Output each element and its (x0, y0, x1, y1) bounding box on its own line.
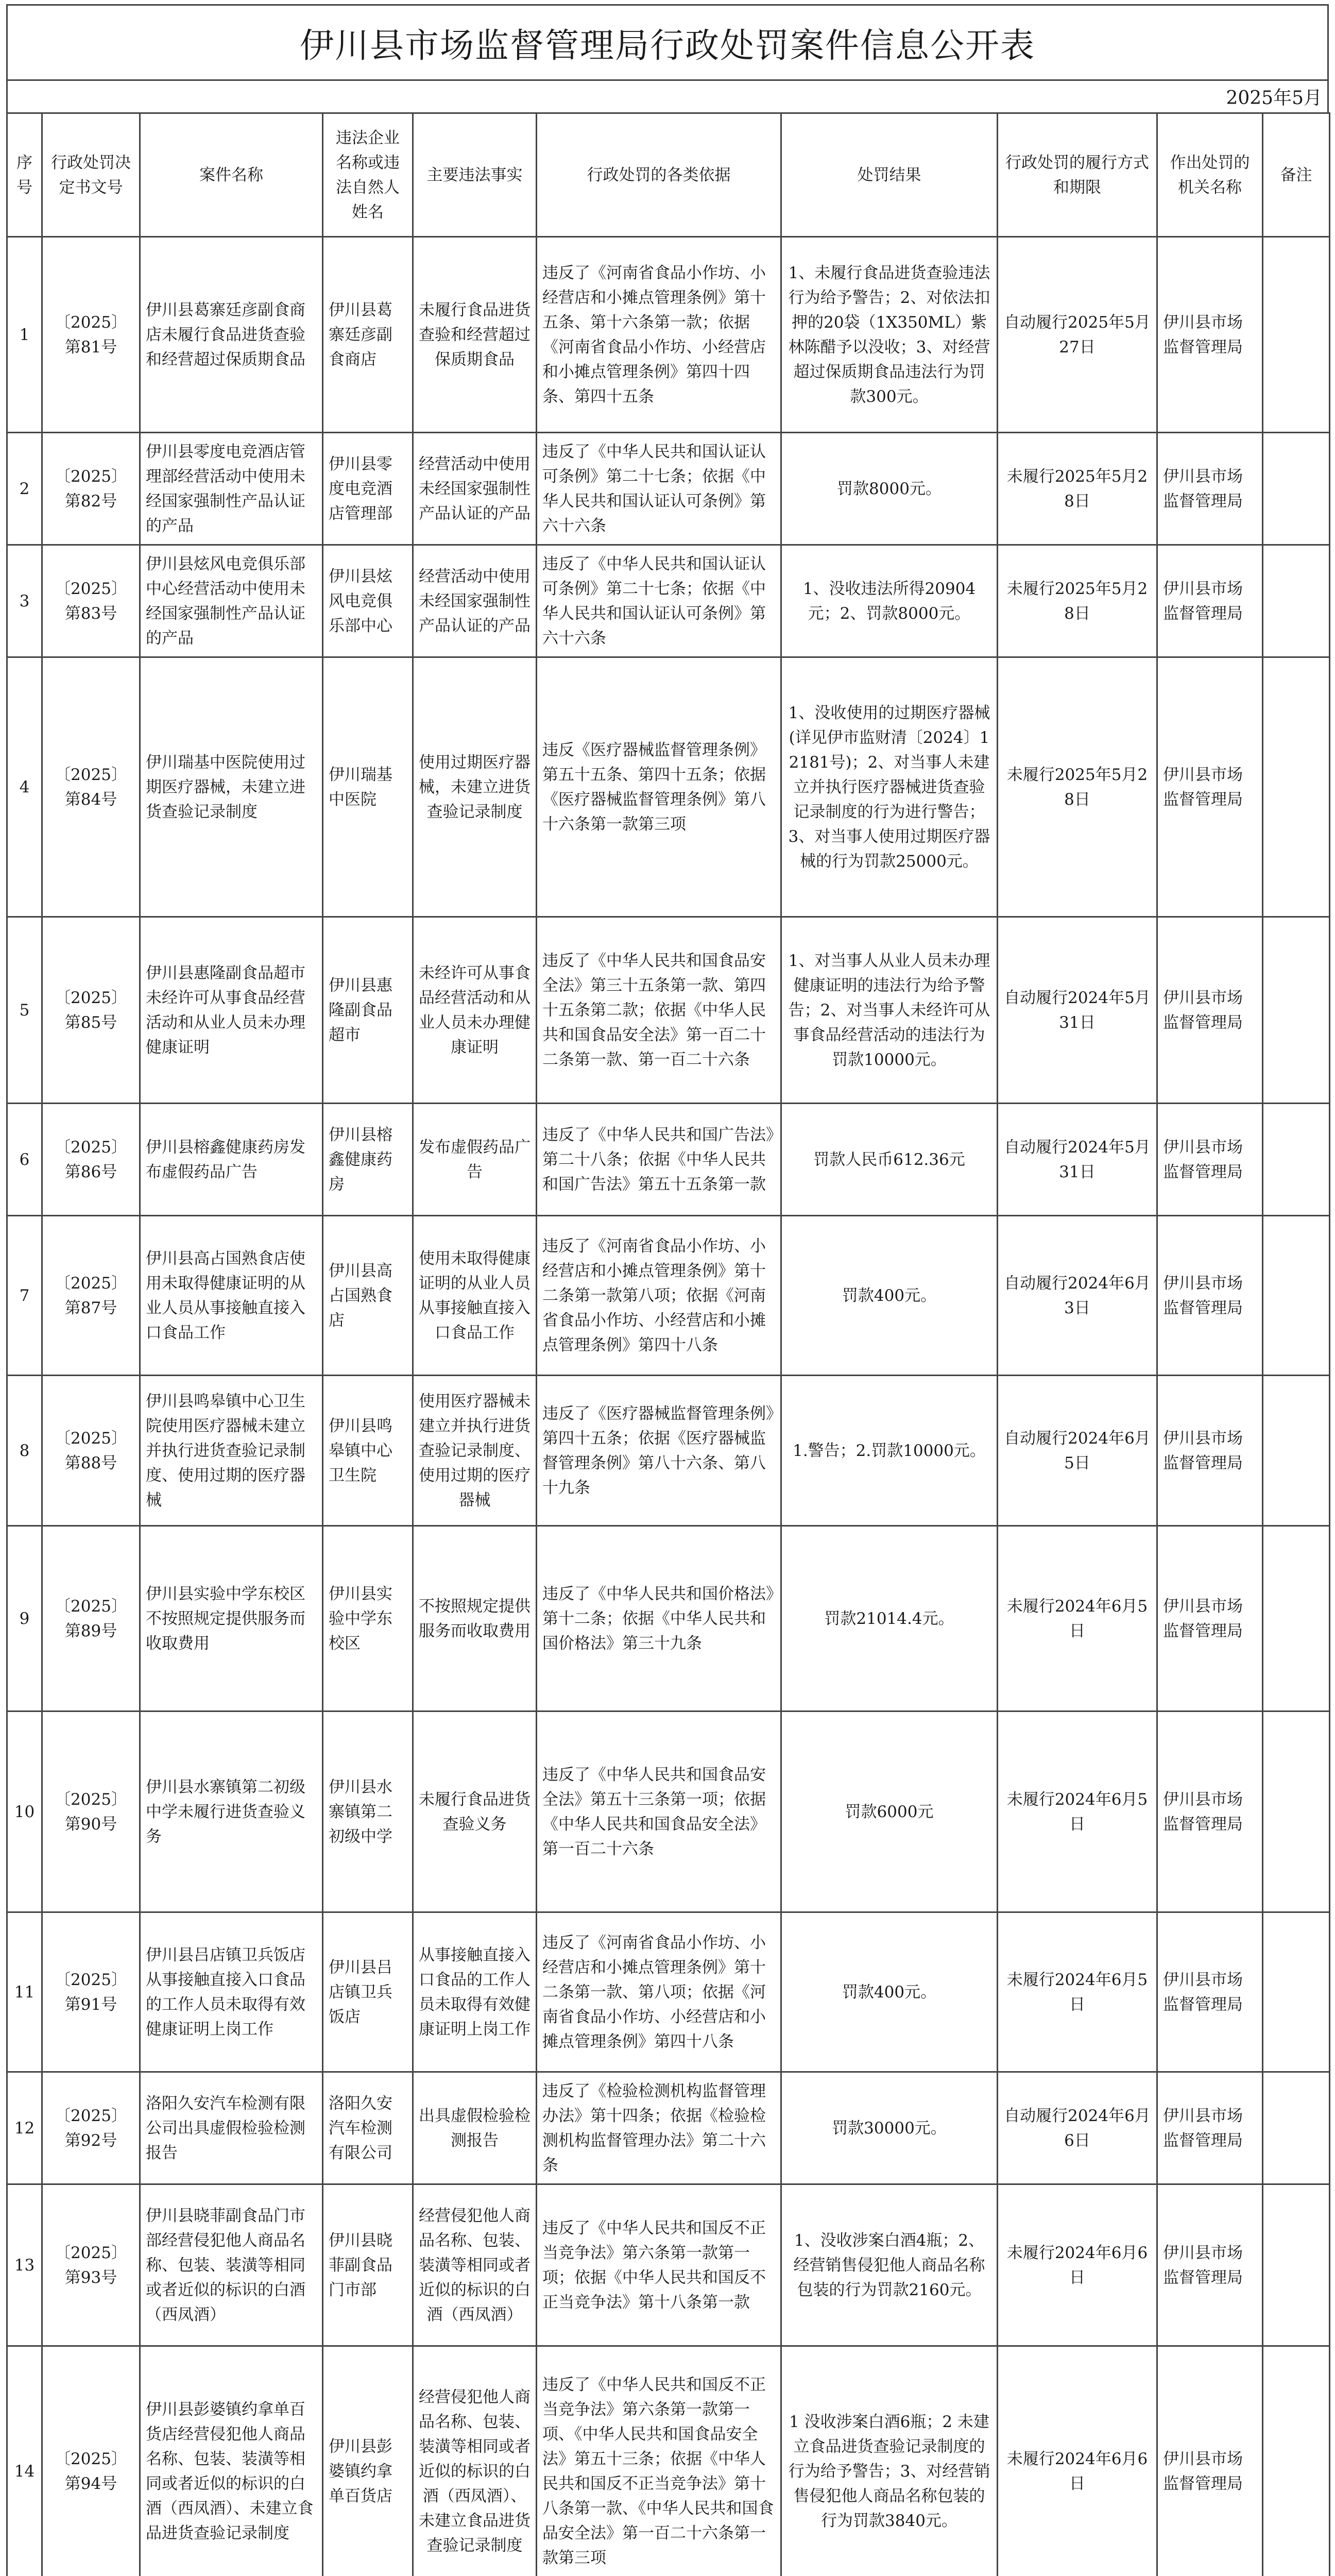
cell-performance: 未履行2024年6月6日 (998, 2346, 1157, 2576)
table-row (7, 2346, 1330, 2576)
cell-case-name: 伊川县实验中学东校区不按照规定提供服务而收取费用 (140, 1526, 323, 1711)
cell-basis: 违反了《检验检测机构监督管理办法》第十四条；依据《检验检测机构监督管理办法》第二十六条 (537, 2072, 781, 2184)
cell-no: 12 (7, 2072, 42, 2184)
cell-agency: 伊川县市场监督管理局 (1157, 657, 1263, 917)
table-row (7, 1104, 1330, 1216)
cell-result: 罚款21014.4元。 (781, 1526, 998, 1711)
cell-facts: 使用医疗器械未建立并执行进货查验记录制度、使用过期的医疗器械 (413, 1376, 537, 1526)
header-facts: 主要违法事实 (413, 113, 537, 237)
cell-no: 3 (7, 545, 42, 657)
cell-basis: 违反了《河南省食品小作坊、小经营店和小摊点管理条例》第十五条、第十六条第一款；依据《河南省食品小作坊、小经营店和小摊点管理条例》第四十四条、第四十五条 (537, 237, 781, 433)
cell-result: 1、没收使用的过期医疗器械(详见伊市监财清〔2024〕12181号)；2、对当事人未建立并执行医疗器械进货查验记录制度的行为进行警告；3、对当事人使用过期医疗器械的行为罚款25000元。 (781, 657, 998, 917)
cell-remark (1263, 1912, 1330, 2072)
penalty-table (6, 112, 1330, 2576)
cell-remark (1263, 1104, 1330, 1216)
cell-case-name: 伊川县葛寨廷彦副食商店未履行食品进货查验和经营超过保质期食品 (140, 237, 323, 433)
cell-party: 伊川县榕鑫健康药房 (323, 1104, 413, 1216)
cell-doc-number: 〔2025〕第85号 (42, 917, 140, 1104)
cell-basis: 违反了《中华人民共和国价格法》第十二条；依据《中华人民共和国价格法》第三十九条 (537, 1526, 781, 1711)
cell-party: 伊川县晓菲副食品门市部 (323, 2184, 413, 2346)
cell-agency: 伊川县市场监督管理局 (1157, 1912, 1263, 2072)
cell-facts: 不按照规定提供服务而收取费用 (413, 1526, 537, 1711)
table-row (7, 237, 1330, 433)
cell-basis: 违反了《河南省食品小作坊、小经营店和小摊点管理条例》第十二条第一款、第八项；依据《河南省食品小作坊、小经营店和小摊点管理条例》第四十八条 (537, 1912, 781, 2072)
cell-agency: 伊川县市场监督管理局 (1157, 2072, 1263, 2184)
cell-remark (1263, 237, 1330, 433)
cell-result: 1 没收涉案白酒6瓶；2 未建立食品进货查验记录制度的行为给予警告；3、对经营销售侵犯他人商品名称包装的行为罚款3840元。 (781, 2346, 998, 2576)
cell-party: 伊川县彭婆镇约拿单百货店 (323, 2346, 413, 2576)
cell-facts: 出具虚假检验检测报告 (413, 2072, 537, 2184)
cell-case-name: 伊川瑞基中医院使用过期医疗器械，未建立进货查验记录制度 (140, 657, 323, 917)
cell-result: 1、没收违法所得20904元；2、罚款8000元。 (781, 545, 998, 657)
cell-agency: 伊川县市场监督管理局 (1157, 2184, 1263, 2346)
cell-doc-number: 〔2025〕第89号 (42, 1526, 140, 1711)
header-remark: 备注 (1263, 113, 1330, 237)
cell-doc-number: 〔2025〕第81号 (42, 237, 140, 433)
cell-remark (1263, 917, 1330, 1104)
cell-doc-number: 〔2025〕第87号 (42, 1216, 140, 1376)
table-row (7, 1216, 1330, 1376)
cell-party: 伊川瑞基中医院 (323, 657, 413, 917)
header-result: 处罚结果 (781, 113, 998, 237)
cell-performance: 自动履行2024年6月3日 (998, 1216, 1157, 1376)
cell-basis: 违反了《中华人民共和国反不正当竞争法》第六条第一款第一项、《中华人民共和国食品安全法》第五十三条；依据《中华人民共和国反不正当竞争法》第十八条第一款、《中华人民共和国食品安全法》第一百二十六条第一款第三项 (537, 2346, 781, 2576)
cell-remark (1263, 2346, 1330, 2576)
header-performance: 行政处罚的履行方式和期限 (998, 113, 1157, 237)
cell-agency: 伊川县市场监督管理局 (1157, 1526, 1263, 1711)
cell-basis: 违反了《中华人民共和国认证认可条例》第二十七条；依据《中华人民共和国认证认可条例》第六十六条 (537, 433, 781, 545)
cell-no: 10 (7, 1711, 42, 1912)
header-party: 违法企业名称或违法自然人姓名 (323, 113, 413, 237)
cell-party: 伊川县鸣皋镇中心卫生院 (323, 1376, 413, 1526)
cell-performance: 自动履行2025年5月27日 (998, 237, 1157, 433)
cell-performance: 未履行2025年5月28日 (998, 545, 1157, 657)
cell-result: 罚款30000元。 (781, 2072, 998, 2184)
header-basis: 行政处罚的各类依据 (537, 113, 781, 237)
cell-result: 罚款人民币612.36元 (781, 1104, 998, 1216)
cell-performance: 自动履行2024年6月5日 (998, 1376, 1157, 1526)
cell-case-name: 伊川县晓菲副食品门市部经营侵犯他人商品名称、包装、装潢等相同或者近似的标识的白酒（西凤酒） (140, 2184, 323, 2346)
cell-party: 伊川县惠隆副食品超市 (323, 917, 413, 1104)
cell-case-name: 伊川县高占国熟食店使用未取得健康证明的从业人员从事接触直接入口食品工作 (140, 1216, 323, 1376)
cell-facts: 未履行食品进货查验义务 (413, 1711, 537, 1912)
cell-no: 5 (7, 917, 42, 1104)
cell-performance: 未履行2024年6月6日 (998, 2184, 1157, 2346)
cell-case-name: 伊川县惠隆副食品超市未经许可从事食品经营活动和从业人员未办理健康证明 (140, 917, 323, 1104)
cell-facts: 未履行食品进货查验和经营超过保质期食品 (413, 237, 537, 433)
cell-performance: 未履行2024年6月5日 (998, 1526, 1157, 1711)
cell-facts: 经营侵犯他人商品名称、包装、装潢等相同或者近似的标识的白酒（西凤酒） (413, 2184, 537, 2346)
cell-doc-number: 〔2025〕第83号 (42, 545, 140, 657)
cell-party: 伊川县实验中学东校区 (323, 1526, 413, 1711)
table-row (7, 2072, 1330, 2184)
cell-agency: 伊川县市场监督管理局 (1157, 917, 1263, 1104)
table-row (7, 433, 1330, 545)
cell-doc-number: 〔2025〕第86号 (42, 1104, 140, 1216)
cell-case-name: 伊川县鸣皋镇中心卫生院使用医疗器械未建立并执行进货查验记录制度、使用过期的医疗器械 (140, 1376, 323, 1526)
cell-case-name: 伊川县彭婆镇约拿单百货店经营侵犯他人商品名称、包装、装潢等相同或者近似的标识的白酒（西凤酒）、未建立食品进货查验记录制度 (140, 2346, 323, 2576)
table-header-row (7, 113, 1330, 237)
cell-no: 2 (7, 433, 42, 545)
cell-performance: 自动履行2024年5月31日 (998, 1104, 1157, 1216)
cell-agency: 伊川县市场监督管理局 (1157, 1104, 1263, 1216)
cell-no: 13 (7, 2184, 42, 2346)
cell-doc-number: 〔2025〕第91号 (42, 1912, 140, 2072)
table-body (7, 237, 1330, 2576)
cell-result: 1、没收涉案白酒4瓶；2、经营销售侵犯他人商品名称包装的行为罚款2160元。 (781, 2184, 998, 2346)
cell-facts: 从事接触直接入口食品的工作人员未取得有效健康证明上岗工作 (413, 1912, 537, 2072)
cell-remark (1263, 545, 1330, 657)
table-row (7, 1376, 1330, 1526)
table-row (7, 2184, 1330, 2346)
cell-case-name: 伊川县吕店镇卫兵饭店从事接触直接入口食品的工作人员未取得有效健康证明上岗工作 (140, 1912, 323, 2072)
page-title: 伊川县市场监督管理局行政处罚案件信息公开表 (6, 4, 1329, 79)
table-row (7, 1912, 1330, 2072)
cell-doc-number: 〔2025〕第94号 (42, 2346, 140, 2576)
cell-facts: 使用过期医疗器械，未建立进货查验记录制度 (413, 657, 537, 917)
header-agency: 作出处罚的机关名称 (1157, 113, 1263, 237)
cell-no: 7 (7, 1216, 42, 1376)
cell-no: 9 (7, 1526, 42, 1711)
cell-remark (1263, 1376, 1330, 1526)
cell-doc-number: 〔2025〕第92号 (42, 2072, 140, 2184)
cell-doc-number: 〔2025〕第82号 (42, 433, 140, 545)
header-no: 序号 (7, 113, 42, 237)
cell-party: 伊川县炫风电竞俱乐部中心 (323, 545, 413, 657)
cell-basis: 违反了《中华人民共和国认证认可条例》第二十七条；依据《中华人民共和国认证认可条例》第六十六条 (537, 545, 781, 657)
cell-doc-number: 〔2025〕第90号 (42, 1711, 140, 1912)
cell-performance: 自动履行2024年6月6日 (998, 2072, 1157, 2184)
cell-party: 伊川县葛寨廷彦副食商店 (323, 237, 413, 433)
cell-party: 伊川县水寨镇第二初级中学 (323, 1711, 413, 1912)
cell-basis: 违反了《中华人民共和国食品安全法》第五十三条第一项；依据《中华人民共和国食品安全法》第一百二十六条 (537, 1711, 781, 1912)
cell-basis: 违反了《医疗器械监督管理条例》第四十五条；依据《医疗器械监督管理条例》第八十六条、第八十九条 (537, 1376, 781, 1526)
document-frame (6, 4, 1329, 2514)
header-doc-number: 行政处罚决定书文号 (42, 113, 140, 237)
cell-party: 伊川县零度电竞酒店管理部 (323, 433, 413, 545)
cell-no: 1 (7, 237, 42, 433)
cell-facts: 经营活动中使用未经国家强制性产品认证的产品 (413, 545, 537, 657)
cell-remark (1263, 657, 1330, 917)
cell-agency: 伊川县市场监督管理局 (1157, 2346, 1263, 2576)
cell-doc-number: 〔2025〕第93号 (42, 2184, 140, 2346)
table-row (7, 917, 1330, 1104)
cell-case-name: 伊川县榕鑫健康药房发布虚假药品广告 (140, 1104, 323, 1216)
cell-doc-number: 〔2025〕第88号 (42, 1376, 140, 1526)
cell-facts: 使用未取得健康证明的从业人员从事接触直接入口食品工作 (413, 1216, 537, 1376)
cell-basis: 违反了《中华人民共和国反不正当竞争法》第六条第一款第一项；依据《中华人民共和国反不正当竞争法》第十八条第一款 (537, 2184, 781, 2346)
cell-agency: 伊川县市场监督管理局 (1157, 1216, 1263, 1376)
cell-basis: 违反了《中华人民共和国食品安全法》第三十五条第一款、第四十五条第二款；依据《中华人民共和国食品安全法》第一百二十二条第一款、第一百二十六条 (537, 917, 781, 1104)
cell-basis: 违反了《河南省食品小作坊、小经营店和小摊点管理条例》第十二条第一款第八项；依据《河南省食品小作坊、小经营店和小摊点管理条例》第四十八条 (537, 1216, 781, 1376)
cell-performance: 未履行2025年5月28日 (998, 657, 1157, 917)
cell-performance: 未履行2024年6月5日 (998, 1711, 1157, 1912)
cell-facts: 经营活动中使用未经国家强制性产品认证的产品 (413, 433, 537, 545)
cell-result: 罚款400元。 (781, 1216, 998, 1376)
cell-facts: 发布虚假药品广告 (413, 1104, 537, 1216)
cell-result: 罚款8000元。 (781, 433, 998, 545)
cell-remark (1263, 2072, 1330, 2184)
cell-remark (1263, 433, 1330, 545)
cell-remark (1263, 1526, 1330, 1711)
document-date: 2025年5月 (6, 79, 1329, 112)
cell-performance: 自动履行2024年5月31日 (998, 917, 1157, 1104)
cell-agency: 伊川县市场监督管理局 (1157, 545, 1263, 657)
cell-basis: 违反《医疗器械监督管理条例》第五十五条、第四十五条；依据《医疗器械监督管理条例》第八十六条第一款第三项 (537, 657, 781, 917)
cell-performance: 未履行2025年5月28日 (998, 433, 1157, 545)
cell-performance: 未履行2024年6月5日 (998, 1912, 1157, 2072)
cell-party: 洛阳久安汽车检测有限公司 (323, 2072, 413, 2184)
table-row (7, 1711, 1330, 1912)
cell-agency: 伊川县市场监督管理局 (1157, 1711, 1263, 1912)
cell-basis: 违反了《中华人民共和国广告法》第二十八条；依据《中华人民共和国广告法》第五十五条第一款 (537, 1104, 781, 1216)
cell-no: 6 (7, 1104, 42, 1216)
cell-agency: 伊川县市场监督管理局 (1157, 237, 1263, 433)
cell-result: 1.警告；2.罚款10000元。 (781, 1376, 998, 1526)
cell-agency: 伊川县市场监督管理局 (1157, 1376, 1263, 1526)
cell-agency: 伊川县市场监督管理局 (1157, 433, 1263, 545)
cell-no: 8 (7, 1376, 42, 1526)
cell-remark (1263, 1216, 1330, 1376)
cell-result: 1、未履行食品进货查验违法行为给予警告；2、对依法扣押的20袋（1X350ML）紫林陈醋予以没收；3、对经营超过保质期食品违法行为罚款300元。 (781, 237, 998, 433)
cell-no: 11 (7, 1912, 42, 2072)
header-case-name: 案件名称 (140, 113, 323, 237)
table-row (7, 1526, 1330, 1711)
cell-result: 罚款400元。 (781, 1912, 998, 2072)
table-row (7, 657, 1330, 917)
cell-remark (1263, 2184, 1330, 2346)
cell-case-name: 伊川县炫风电竞俱乐部中心经营活动中使用未经国家强制性产品认证的产品 (140, 545, 323, 657)
cell-result: 罚款6000元 (781, 1711, 998, 1912)
cell-party: 伊川县高占国熟食店 (323, 1216, 413, 1376)
cell-no: 4 (7, 657, 42, 917)
cell-facts: 未经许可从事食品经营活动和从业人员未办理健康证明 (413, 917, 537, 1104)
cell-case-name: 伊川县水寨镇第二初级中学未履行进货查验义务 (140, 1711, 323, 1912)
cell-doc-number: 〔2025〕第84号 (42, 657, 140, 917)
cell-facts: 经营侵犯他人商品名称、包装、装潢等相同或者近似的标识的白酒（西凤酒）、未建立食品进货查验记录制度 (413, 2346, 537, 2576)
cell-remark (1263, 1711, 1330, 1912)
cell-case-name: 伊川县零度电竞酒店管理部经营活动中使用未经国家强制性产品认证的产品 (140, 433, 323, 545)
cell-case-name: 洛阳久安汽车检测有限公司出具虚假检验检测报告 (140, 2072, 323, 2184)
table-row (7, 545, 1330, 657)
cell-party: 伊川县吕店镇卫兵饭店 (323, 1912, 413, 2072)
cell-no: 14 (7, 2346, 42, 2576)
cell-result: 1、对当事人从业人员未办理健康证明的违法行为给予警告；2、对当事人未经许可从事食品经营活动的违法行为罚款10000元。 (781, 917, 998, 1104)
